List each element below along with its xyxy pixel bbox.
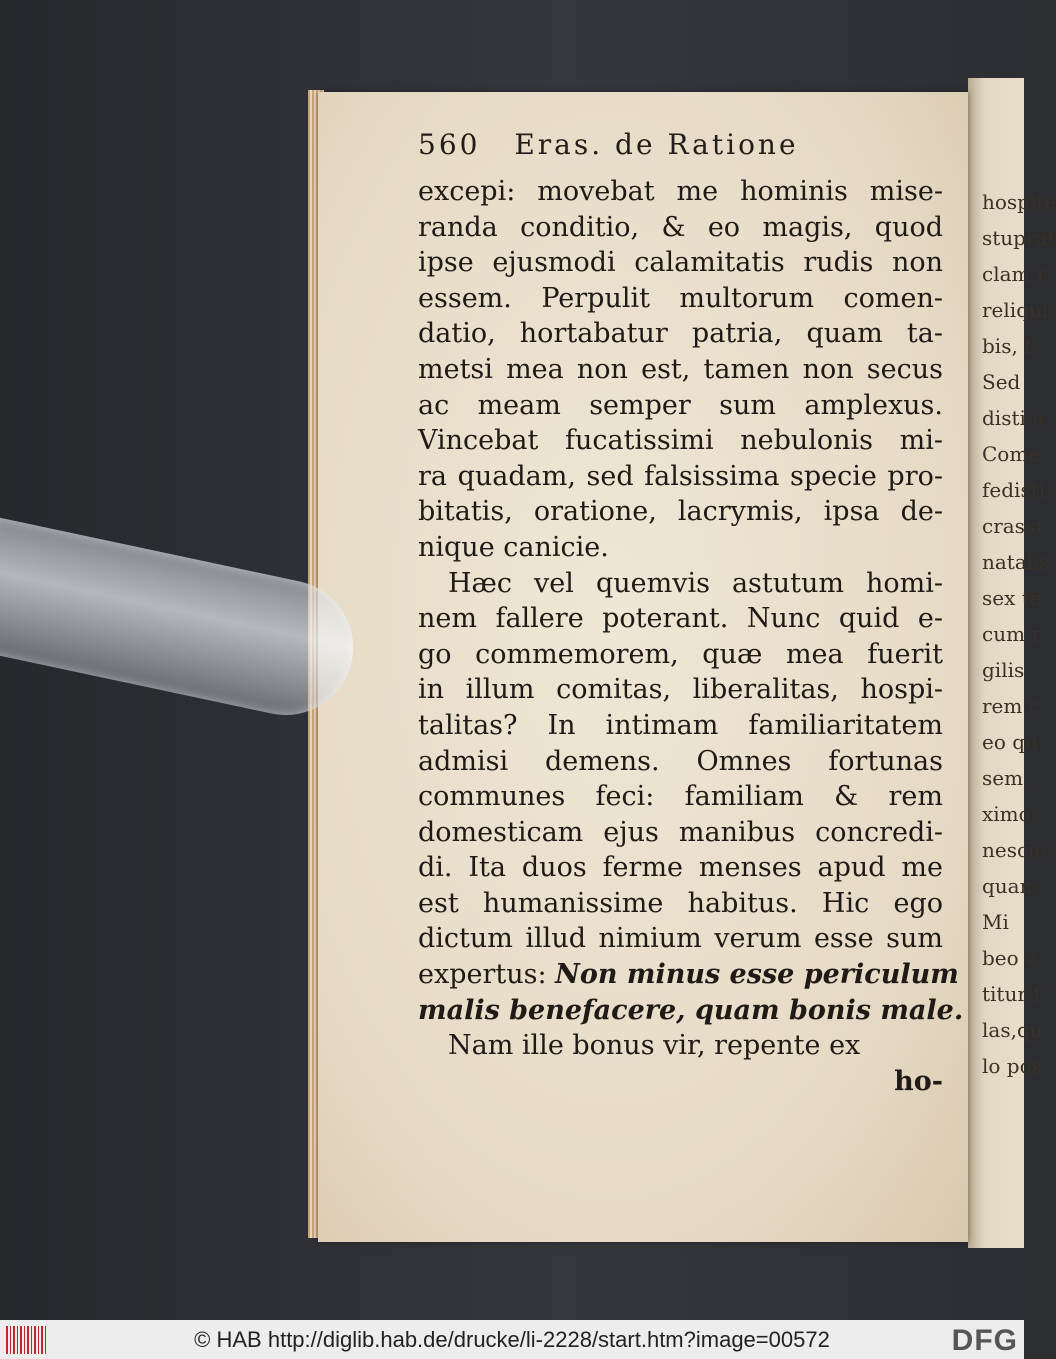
facing-fragment: beo v xyxy=(982,946,1037,970)
facing-fragment: Mi xyxy=(982,910,1009,934)
page-header xyxy=(418,128,958,161)
facing-fragment: quam xyxy=(982,874,1039,898)
text-line: Hæc vel quemvis astutum homi- xyxy=(448,567,943,599)
facing-fragment: nescio xyxy=(982,838,1047,862)
text-line: in illum comitas, liberalitas, hospi- xyxy=(418,674,943,706)
text-line: excepi: movebat me hominis mise- xyxy=(418,176,943,207)
text-line: Vincebat fucatissimi nebulonis mi- xyxy=(418,425,943,457)
facing-fragment: rem c xyxy=(982,694,1040,718)
text-line: datio, hortabatur patria, quam ta- xyxy=(418,318,943,350)
facing-fragment: clam r xyxy=(982,262,1047,286)
text-line: randa conditio, & eo magis, quod xyxy=(418,211,943,243)
facing-fragment: titur f xyxy=(982,982,1041,1006)
footer-bar xyxy=(0,1320,1024,1359)
text-line: ho- xyxy=(894,1065,943,1097)
facing-page-fragments xyxy=(968,78,1056,1084)
facing-fragment: reliqui xyxy=(982,298,1049,322)
text-line: ipse ejusmodi calamitatis rudis non xyxy=(418,247,943,279)
facing-fragment: crassi xyxy=(982,514,1042,538)
facing-fragment: gilis xyxy=(982,658,1025,682)
text-line: nem fallere poterant. Nunc quid e- xyxy=(418,603,943,635)
facing-fragment: hospite xyxy=(982,190,1056,214)
facing-fragment: bis, f xyxy=(982,334,1032,358)
running-head: Eras. de Ratione xyxy=(514,128,799,161)
text-line: metsi mea non est, tamen non secus xyxy=(418,353,943,385)
copyright-credit[interactable]: © HAB http://diglib.hab.de/drucke/li-2228/start.htm?image=00572 xyxy=(194,1326,830,1352)
text-line: bitatis, oratione, lacrymis, ipsa de- xyxy=(418,496,943,528)
facing-fragment: natalis xyxy=(982,550,1050,574)
facing-fragment: cum r xyxy=(982,622,1041,646)
text-line: Nam ille bonus vir, repente ex xyxy=(448,1030,861,1062)
text-line: communes feci: familiam & rem xyxy=(418,781,943,813)
text-line: est humanissime habitus. Hic ego xyxy=(418,887,943,919)
text-line: malis benefacere, quam bonis male. xyxy=(418,994,964,1026)
text-line: domesticam ejus manibus concredi- xyxy=(418,816,943,848)
facing-fragment: las,qu xyxy=(982,1018,1043,1042)
page-body-text xyxy=(418,174,964,1099)
text-line: go commemorem, quæ mea fuerit xyxy=(418,638,943,670)
facing-fragment: fedisti xyxy=(982,478,1046,502)
text-line: nique canicie. xyxy=(418,531,609,563)
facing-fragment: sex te xyxy=(982,586,1042,610)
barcode-icon xyxy=(6,1326,48,1354)
facing-fragment: stuprat xyxy=(982,226,1056,250)
facing-fragment: eo qu xyxy=(982,730,1038,754)
facing-fragment: Sed xyxy=(982,370,1021,394)
text-line: di. Ita duos ferme menses apud me xyxy=(418,852,943,884)
book-page xyxy=(318,92,968,1242)
text-line: dictum illud nimium verum esse sum xyxy=(418,923,943,955)
facing-fragment: sem, xyxy=(982,766,1030,790)
text-line: talitas? In intimam familiaritatem xyxy=(418,709,943,741)
facing-fragment: lo pos xyxy=(982,1054,1042,1078)
text-line: ra quadam, sed falsissima specie pro- xyxy=(418,460,943,492)
dfg-logo: DFG xyxy=(951,1324,1018,1357)
text-line: essem. Perpulit multorum comen- xyxy=(418,282,943,314)
page-number: 560 xyxy=(418,128,481,161)
facing-fragment: ximo xyxy=(982,802,1031,826)
text-line: admisi demens. Omnes fortunas xyxy=(418,745,943,777)
facing-page-edge xyxy=(968,78,1056,1248)
text-line: ac meam semper sum amplexus. xyxy=(418,389,943,421)
facing-fragment: Come xyxy=(982,442,1041,466)
text-line: expertus: Non minus esse periculum xyxy=(418,959,959,991)
facing-fragment: disti a xyxy=(982,406,1045,430)
